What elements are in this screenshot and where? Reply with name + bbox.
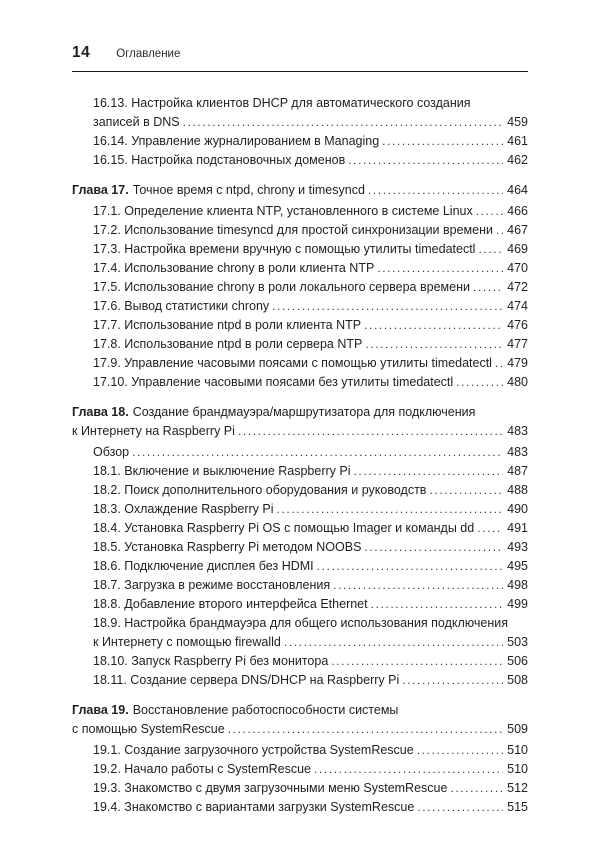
entry-title: записей в DNS [93,115,180,129]
dot-leader [476,202,503,221]
dot-leader [473,278,503,297]
chapter-title: к Интернету на Raspberry Pi [72,424,235,438]
entry-title: 17.2. Использование timesyncd для простой синхронизации времени [93,223,493,237]
entry-title: 18.4. Установка Raspberry Pi OS с помощью Imager и команды dd [93,521,475,535]
dot-leader [377,259,503,278]
toc-entry-line [72,779,528,798]
toc-entry-line [72,760,528,779]
toc-entry [72,671,528,690]
page-header [72,44,528,72]
toc-entry-line [72,259,528,278]
entry-title: 17.9. Управление часовыми поясами с помощью утилиты timedatectl [93,356,492,370]
toc-entry-line [72,221,528,240]
toc-entry [72,278,528,297]
entry-title: 18.1. Включение и выключение Raspberry Pi [93,464,351,478]
entry-title: 17.1. Определение клиента NTP, установленного в системе Linux [93,204,473,218]
chapter-heading-line [72,701,528,720]
chapter-title: с помощью SystemRescue [72,722,225,736]
entry-title: 18.8. Добавление второго интерфейса Ethernet [93,597,368,611]
entry-title: 19.4. Знакомство с вариантами загрузки SystemRescue [93,800,415,814]
chapter-heading [72,701,528,739]
page-ref: 491 [507,521,528,535]
page-ref: 498 [507,578,528,592]
page-ref: 474 [507,299,528,313]
toc-entry [72,652,528,671]
toc-entry [72,354,528,373]
toc-entry [72,94,528,132]
toc-entry-line [72,278,528,297]
page-ref: 510 [507,743,528,757]
entry-title: 18.10. Запуск Raspberry Pi без монитора [93,654,329,668]
entry-title: 18.2. Поиск дополнительного оборудования и руководств [93,483,427,497]
page-ref: 477 [507,337,528,351]
toc-entry [72,576,528,595]
toc-entry-line [72,481,528,500]
dot-leader [331,652,503,671]
toc-entry [72,798,528,817]
toc-entry-line [72,94,528,113]
toc-entry-line [72,316,528,335]
toc-entry [72,443,528,462]
entry-title: 17.5. Использование chrony в роли локального сервера времени [93,280,470,294]
page-ref: 459 [507,115,528,129]
dot-leader [365,335,503,354]
entry-title: 17.7. Использование ntpd в роли клиента NTP [93,318,362,332]
dot-leader [371,595,504,614]
toc-entry-line [72,652,528,671]
dot-leader [402,671,503,690]
entry-title: 18.6. Подключение дисплея без HDMI [93,559,314,573]
chapter-label: Глава 17. [72,183,129,197]
chapter-heading-line [72,422,528,441]
toc-entry-line [72,297,528,316]
dot-leader [284,633,503,652]
chapter-label: Глава 18. [72,405,129,419]
page-ref: 479 [507,356,528,370]
entry-title: к Интернету с помощью firewalld [93,635,281,649]
entry-title: Обзор [93,445,130,459]
page-ref: 510 [507,762,528,776]
dot-leader [478,240,503,259]
page-ref: 515 [507,800,528,814]
toc-entry [72,240,528,259]
entry-title: 19.1. Создание загрузочного устройства SystemRescue [93,743,414,757]
dot-leader [228,720,503,739]
toc-entry [72,316,528,335]
dot-leader [456,373,503,392]
page-ref: 503 [507,635,528,649]
toc-entry [72,335,528,354]
dot-leader [348,151,503,170]
page-ref: 512 [507,781,528,795]
toc-entry-line [72,595,528,614]
entry-title: 17.6. Вывод статистики chrony [93,299,270,313]
page-ref: 470 [507,261,528,275]
toc-entry [72,538,528,557]
page-ref: 506 [507,654,528,668]
toc-entry [72,760,528,779]
toc-entry-line [72,500,528,519]
entry-title: 16.13. Настройка клиентов DHCP для автоматического создания [93,96,471,110]
chapter-heading [72,181,528,200]
dot-leader [417,741,503,760]
page-ref: 490 [507,502,528,516]
toc-entry-line [72,354,528,373]
entry-title: 19.2. Начало работы с SystemRescue [93,762,312,776]
toc-entry-line [72,335,528,354]
toc-entry [72,221,528,240]
page-number: 14 [72,44,91,61]
page-ref: 509 [507,722,528,736]
toc-entry [72,557,528,576]
page-ref: 493 [507,540,528,554]
dot-leader [317,557,504,576]
entry-title: 18.7. Загрузка в режиме восстановления [93,578,331,592]
toc-entry-line [72,240,528,259]
page-ref: 469 [507,242,528,256]
dot-leader [417,798,503,817]
running-title: Оглавление [116,48,181,60]
entry-title: 17.8. Использование ntpd в роли сервера NTP [93,337,363,351]
page-ref: 472 [507,280,528,294]
toc-list [72,72,528,817]
toc-entry [72,151,528,170]
toc-entry [72,741,528,760]
chapter-title: Восстановление работоспособности системы [132,703,399,717]
toc-entry-line [72,132,528,151]
toc-entry-line [72,519,528,538]
dot-leader [496,221,503,240]
dot-leader [382,132,503,151]
dot-leader [277,500,504,519]
entry-title: 18.3. Охлаждение Raspberry Pi [93,502,274,516]
toc-entry [72,132,528,151]
page-ref: 483 [507,445,528,459]
page-ref: 487 [507,464,528,478]
chapter-title: Точное время с ntpd, chrony и timesyncd [132,183,365,197]
chapter-heading-line [72,720,528,739]
page-ref: 467 [507,223,528,237]
toc-entry-line [72,798,528,817]
chapter-heading [72,403,528,441]
toc-entry [72,595,528,614]
toc-entry-line [72,576,528,595]
toc-entry-line [72,614,528,633]
toc-section [72,94,528,170]
toc-entry [72,462,528,481]
entry-title: 19.3. Знакомство с двумя загрузочными меню SystemRescue [93,781,448,795]
entry-title: 16.14. Управление журналированием в Managing [93,134,380,148]
dot-leader [364,316,503,335]
toc-entry-line [72,373,528,392]
chapter-title: Создание брандмауэра/маршрутизатора для подключения [132,405,476,419]
dot-leader [314,760,503,779]
dot-leader [477,519,503,538]
page-ref: 495 [507,559,528,573]
entry-title: 18.5. Установка Raspberry Pi методом NOOBS [93,540,362,554]
chapter-heading-line [72,403,528,422]
page-ref: 499 [507,597,528,611]
toc-entry [72,500,528,519]
chapter-heading-line [72,181,528,200]
toc-section [72,403,528,690]
toc-section [72,701,528,817]
toc-section [72,181,528,392]
dot-leader [354,462,504,481]
dot-leader [238,422,503,441]
entry-title: 17.3. Настройка времени вручную с помощью утилиты timedatectl [93,242,476,256]
toc-entry [72,373,528,392]
toc-entry-line [72,202,528,221]
page-ref: 488 [507,483,528,497]
toc-entry-line [72,113,528,132]
dot-leader [132,443,503,462]
entry-title: 18.9. Настройка брандмауэра для общего использования подключения [93,616,509,630]
toc-entry [72,614,528,652]
page-ref: 462 [507,153,528,167]
page-ref: 508 [507,673,528,687]
entry-title: 17.4. Использование chrony в роли клиента NTP [93,261,375,275]
page-ref: 483 [507,424,528,438]
toc-entry-line [72,538,528,557]
dot-leader [183,113,504,132]
toc-entry [72,259,528,278]
toc-entry [72,519,528,538]
dot-leader [364,538,503,557]
toc-entry [72,202,528,221]
dot-leader [450,779,503,798]
entry-title: 16.15. Настройка подстановочных доменов [93,153,346,167]
page-ref: 480 [507,375,528,389]
dot-leader [429,481,503,500]
entry-title: 18.11. Создание сервера DNS/DHCP на Raspberry Pi [93,673,400,687]
toc-entry-line [72,462,528,481]
page-ref: 476 [507,318,528,332]
chapter-label: Глава 19. [72,703,129,717]
toc-entry-line [72,633,528,652]
toc-entry [72,779,528,798]
toc-entry-line [72,741,528,760]
toc-entry [72,297,528,316]
page-ref: 464 [507,183,528,197]
toc-entry-line [72,557,528,576]
dot-leader [272,297,503,316]
toc-entry-line [72,151,528,170]
dot-leader [368,181,503,200]
toc-entry-line [72,671,528,690]
dot-leader [333,576,503,595]
toc-entry-line [72,443,528,462]
toc-entry [72,481,528,500]
page-ref: 461 [507,134,528,148]
entry-title: 17.10. Управление часовыми поясами без утилиты timedatectl [93,375,454,389]
dot-leader [495,354,503,373]
page-ref: 466 [507,204,528,218]
